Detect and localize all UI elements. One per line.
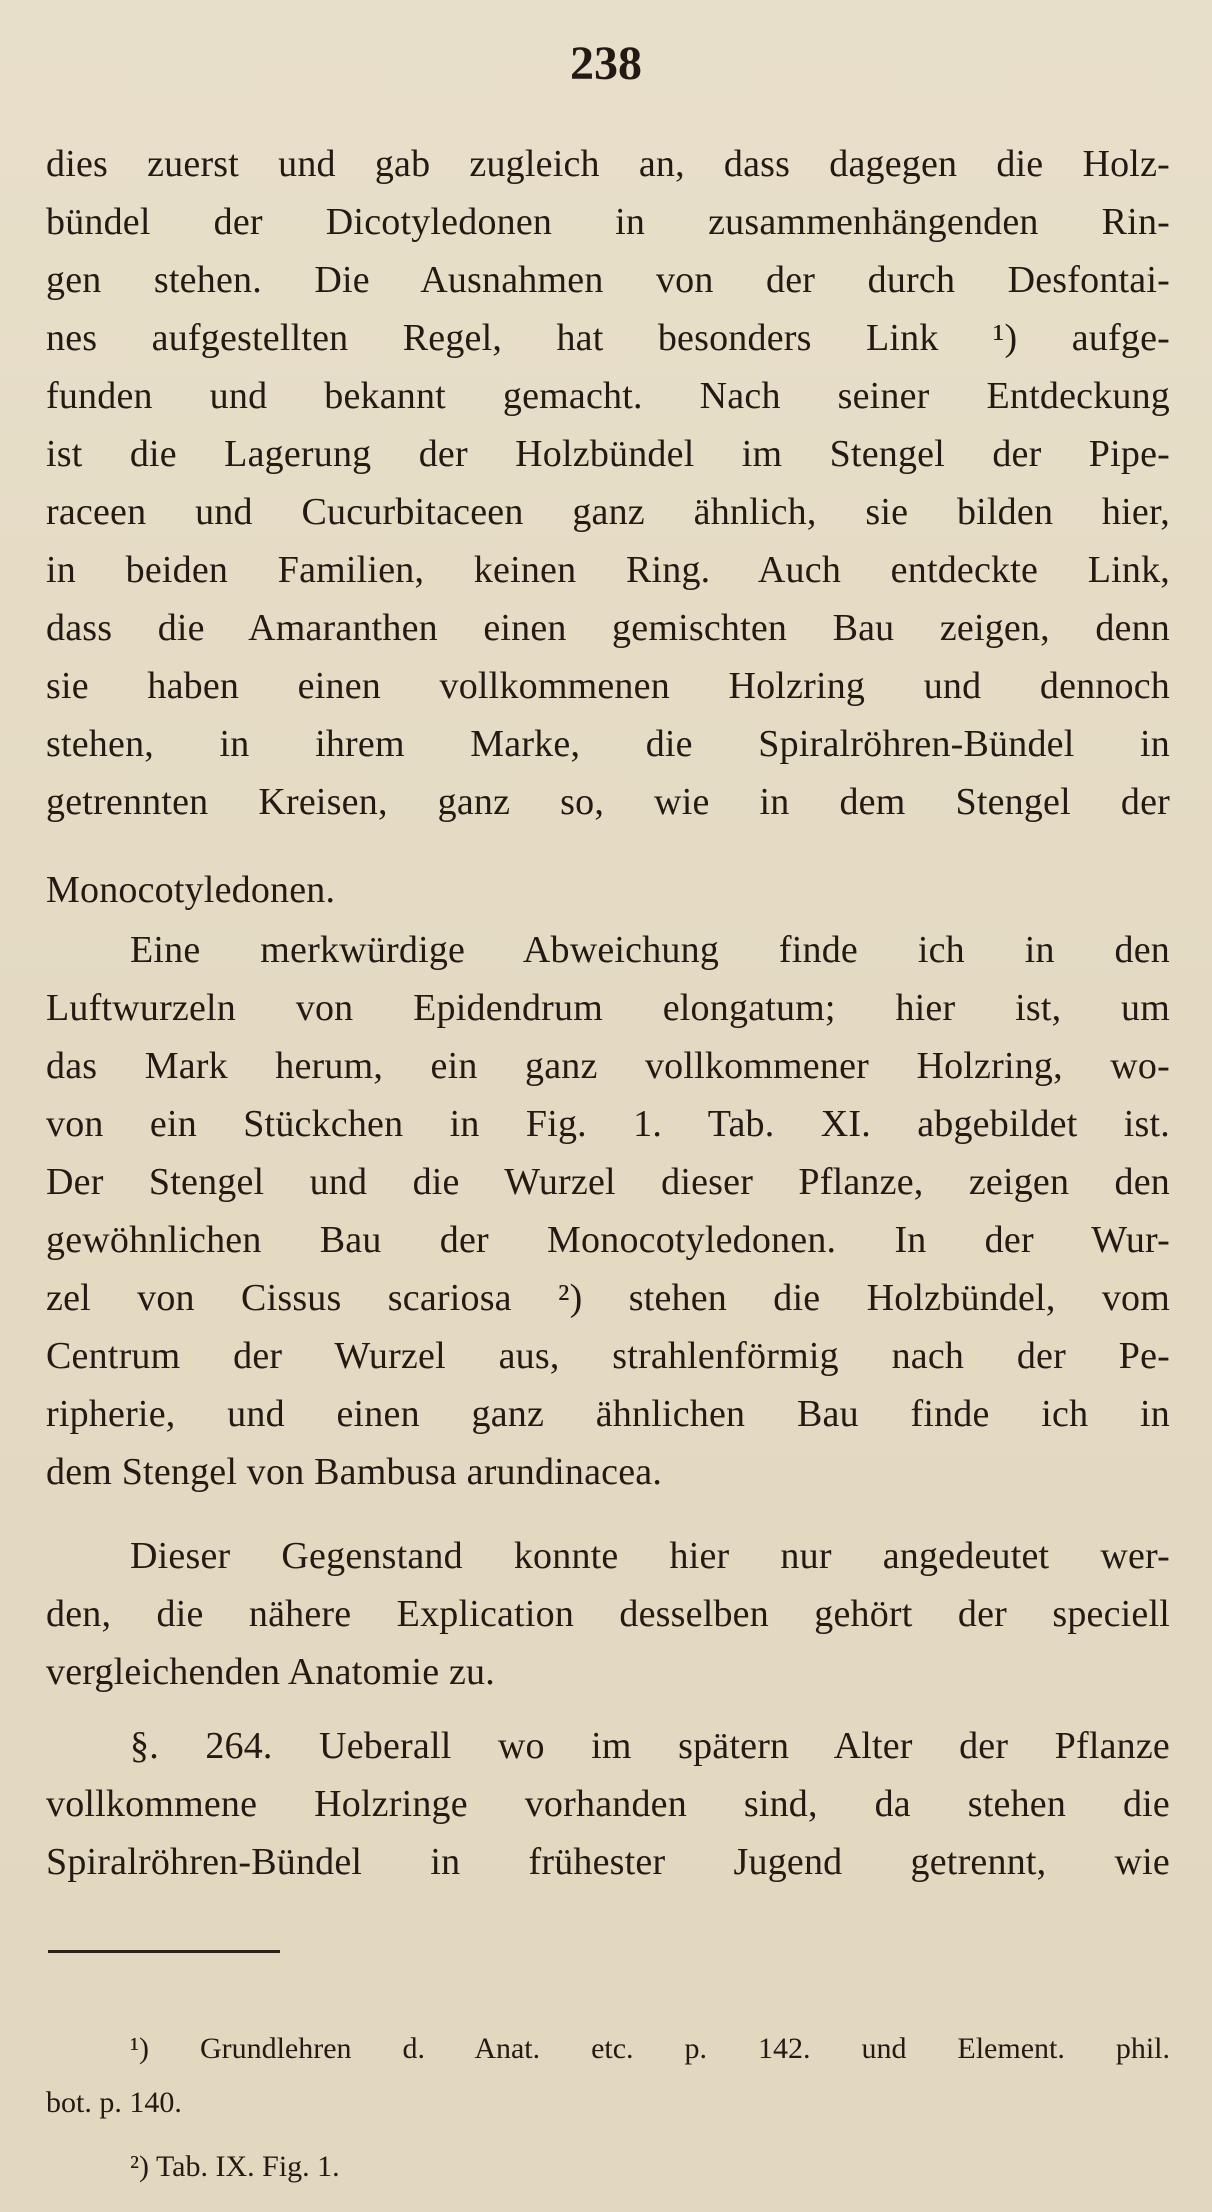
text-line: vollkommene Holzringe vorhanden sind, da stehen die xyxy=(46,1783,1170,1825)
footnote-line: ¹) Grundlehren d. Anat. etc. p. 142. und Element. phil. xyxy=(130,2032,1170,2065)
text-line: dass die Amaranthen einen gemischten Bau zeigen, denn xyxy=(46,607,1170,649)
text-line: funden und bekannt gemacht. Nach seiner Entdeckung xyxy=(46,375,1170,417)
page-number: 238 xyxy=(570,37,642,90)
text-line: gen stehen. Die Ausnahmen von der durch Desfontai- xyxy=(46,259,1170,301)
text-line: dem Stengel von Bambusa arundinacea. xyxy=(46,1451,663,1493)
text-line: das Mark herum, ein ganz vollkommener Holzring, wo- xyxy=(46,1045,1170,1087)
text-line: nes aufgestellten Regel, hat besonders Link ¹) aufge- xyxy=(46,317,1170,359)
paragraph-start-line: Dieser Gegenstand konnte hier nur angedeutet wer- xyxy=(130,1535,1170,1577)
footnote-line: ²) Tab. IX. Fig. 1. xyxy=(130,2150,340,2183)
text-line: zel von Cissus scariosa ²) stehen die Holzbündel, vom xyxy=(46,1277,1170,1319)
text-line: ist die Lagerung der Holzbündel im Stengel der Pipe- xyxy=(46,433,1170,475)
text-line: vergleichenden Anatomie zu. xyxy=(46,1651,495,1693)
text-line: gewöhnlichen Bau der Monocotyledonen. In der Wur- xyxy=(46,1219,1170,1261)
footnote-divider xyxy=(48,1950,280,1953)
text-line: dies zuerst und gab zugleich an, dass dagegen die Holz- xyxy=(46,143,1170,185)
text-line: in beiden Familien, keinen Ring. Auch entdeckte Link, xyxy=(46,549,1170,591)
text-line: ripherie, und einen ganz ähnlichen Bau finde ich in xyxy=(46,1393,1170,1435)
text-line: stehen, in ihrem Marke, die Spiralröhren-Bündel in xyxy=(46,723,1170,765)
text-line: bündel der Dicotyledonen in zusammenhängenden Rin- xyxy=(46,201,1170,243)
text-line: Centrum der Wurzel aus, strahlenförmig nach der Pe- xyxy=(46,1335,1170,1377)
text-line: sie haben einen vollkommenen Holzring und dennoch xyxy=(46,665,1170,707)
text-line: von ein Stückchen in Fig. 1. Tab. XI. abgebildet ist. xyxy=(46,1103,1170,1145)
text-line: Luftwurzeln von Epidendrum elongatum; hier ist, um xyxy=(46,987,1170,1029)
text-line: Der Stengel und die Wurzel dieser Pflanze, zeigen den xyxy=(46,1161,1170,1203)
text-line: Spiralröhren-Bündel in frühester Jugend getrennt, wie xyxy=(46,1841,1170,1883)
text-line: den, die nähere Explication desselben gehört der speciell xyxy=(46,1593,1170,1635)
footnote-line: bot. p. 140. xyxy=(46,2086,182,2119)
text-line: raceen und Cucurbitaceen ganz ähnlich, sie bilden hier, xyxy=(46,491,1170,533)
section-start-line: §. 264. Ueberall wo im spätern Alter der Pflanze xyxy=(130,1725,1170,1767)
text-line: Monocotyledonen. xyxy=(46,869,336,911)
text-line: getrennten Kreisen, ganz so, wie in dem Stengel der xyxy=(46,781,1170,823)
paragraph-start-line: Eine merkwürdige Abweichung finde ich in den xyxy=(130,929,1170,971)
